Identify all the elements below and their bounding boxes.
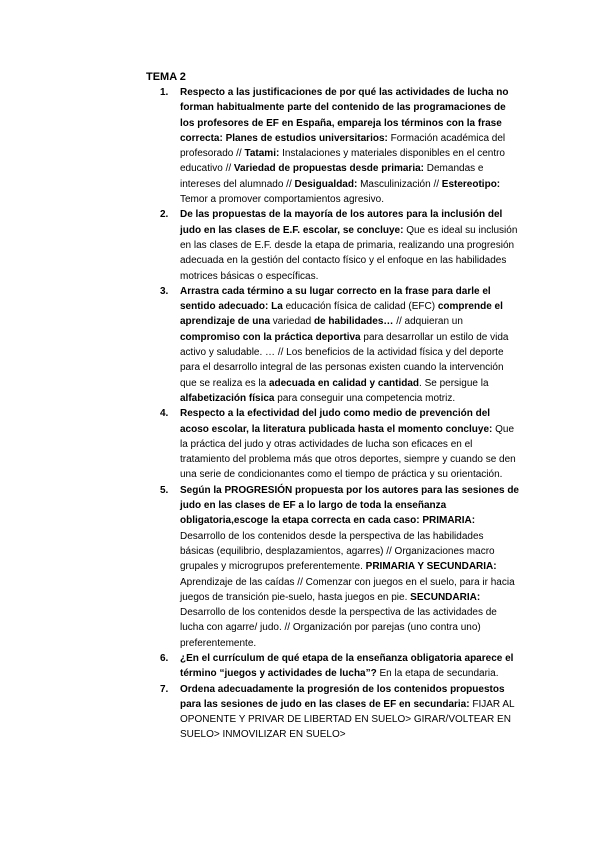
answer-text: Demandas e intereses del alumnado //: [180, 163, 484, 190]
answer-text: En la etapa de secundaria.: [379, 668, 499, 680]
answer-term: adecuada en calidad y cantidad: [268, 377, 420, 389]
answer-text: Desarrollo de los contenidos desde la perspectiva de las habilidades básicas (equilibrio, desplazamientos, agarres) // Organizaciones macro grupales y microgrupos preferentemente.: [180, 530, 495, 573]
answer-term: SECUNDARIA:: [410, 591, 481, 603]
question-number: 3.: [160, 285, 169, 297]
question-number: 1.: [160, 87, 169, 98]
question-number: 7.: [160, 683, 169, 695]
answer-text: para desarrollar un estilo de vida activo y saludable. … // Los beneficios de la actividad física y del deporte para el desarrollo integral de las personas existen cuando la intervención que se realiza es la: [180, 331, 509, 389]
question-text: Respecto a las justificaciones de por qué las actividades de lucha no forman habitualmente parte del contenido de las programaciones de los profesores de EF en España, empareja los términos con la frase correcta:: [180, 87, 509, 144]
answer-text: Que la práctica del judo y otras actividades de lucha son eficaces en el tratamiento del problema más que otros deportes, siempre y cuando se den una serie de condicionantes como el tiempo de práctica y su orientación.: [180, 423, 516, 481]
answer-term: de habilidades…: [313, 316, 394, 328]
answer-text: Que es ideal su inclusión en las clases de E.F. desde la etapa de primaria, realizando una progresión adecuada en la gestión del contacto físico y el enfoque en las habilidades motrices básicas o específicas.: [180, 224, 518, 282]
answer-text: // adquieran un: [393, 316, 463, 328]
answer-term: Planes de estudios universitarios:: [225, 132, 388, 144]
answer-text: para conseguir una competencia motriz.: [274, 392, 456, 404]
answer-term: Tatami:: [244, 148, 280, 160]
question-item-7: [160, 682, 520, 743]
question-item-3: [160, 284, 520, 406]
answer-text: variedad: [270, 316, 314, 328]
answer-text: Aprendizaje de las caídas // Comenzar con juegos en el suelo, para ir hacia juegos de transición pie-suelo, hasta juegos en pie.: [180, 576, 515, 603]
answer-term: PRIMARIA:: [422, 515, 476, 527]
question-text: Ordena adecuadamente la progresión de los contenidos propuestos para las sesiones de judo en las clases de EF en secundaria:: [180, 683, 505, 710]
question-text: Según la PROGRESIÓN propuesta por los autores para las sesiones de judo en las clases de EF a lo largo de toda la enseñanza obligatoria,escoge la etapa correcta en cada caso:: [180, 484, 519, 527]
answer-term: Variedad de propuestas desde primaria:: [233, 163, 424, 175]
answer-term: PRIMARIA Y SECUNDARIA:: [365, 561, 497, 573]
question-list: [160, 85, 520, 743]
answer-term: Estereotipo:: [441, 178, 501, 190]
answer-term: Desigualdad:: [294, 178, 358, 190]
question-number: 6.: [160, 652, 169, 664]
question-item-5: [160, 483, 520, 651]
document-title: TEMA 2: [146, 71, 186, 83]
answer-text: Temor a promover comportamientos agresivo.: [180, 194, 384, 206]
question-item-6: [160, 651, 520, 682]
question-item-4: [160, 406, 520, 482]
answer-text: Formación académica del profesorado //: [180, 132, 506, 160]
question-number: 5.: [160, 484, 169, 496]
answer-text: educación física de calidad (EFC): [282, 301, 438, 313]
question-text: ¿En el currículum de qué etapa de la enseñanza obligatoria aparece el término “juegos y actividades de lucha”?: [180, 652, 514, 680]
question-number: 4.: [160, 408, 169, 420]
answer-term: comprende el aprendizaje de una: [180, 301, 503, 328]
question-item-2: [160, 207, 520, 283]
question-number: 2.: [160, 209, 169, 221]
question-item-1: [160, 85, 520, 207]
answer-term: compromiso con la práctica deportiva: [180, 331, 361, 343]
answer-term: La: [271, 301, 283, 313]
answer-text: Instalaciones y materiales disponibles en el centro educativo //: [180, 148, 505, 175]
question-text: Respecto a la efectividad del judo como medio de prevención del acoso escolar, la literatura publicada hasta el momento concluye:: [180, 408, 496, 435]
answer-text: . Se persigue la: [419, 377, 489, 389]
answer-text: Desarrollo de los contenidos desde la perspectiva de las actividades de lucha con agarre/ judo. // Organización por parejas (uno contra uno) preferentemente.: [180, 607, 497, 649]
question-text: De las propuestas de la mayoría de los autores para la inclusión del judo en las clases de E.F. escolar, se concluye:: [180, 209, 503, 236]
answer-text: FIJAR AL OPONENTE Y PRIVAR DE LIBERTAD EN SUELO> GIRAR/VOLTEAR EN SUELO> INMOVILIZAR EN SUELO>: [180, 698, 515, 741]
answer-term: alfabetización física: [180, 392, 275, 404]
answer-text: Masculinización //: [357, 178, 442, 190]
question-text: Arrastra cada término a su lugar correcto en la frase para darle el sentido adecuado:: [180, 285, 491, 313]
